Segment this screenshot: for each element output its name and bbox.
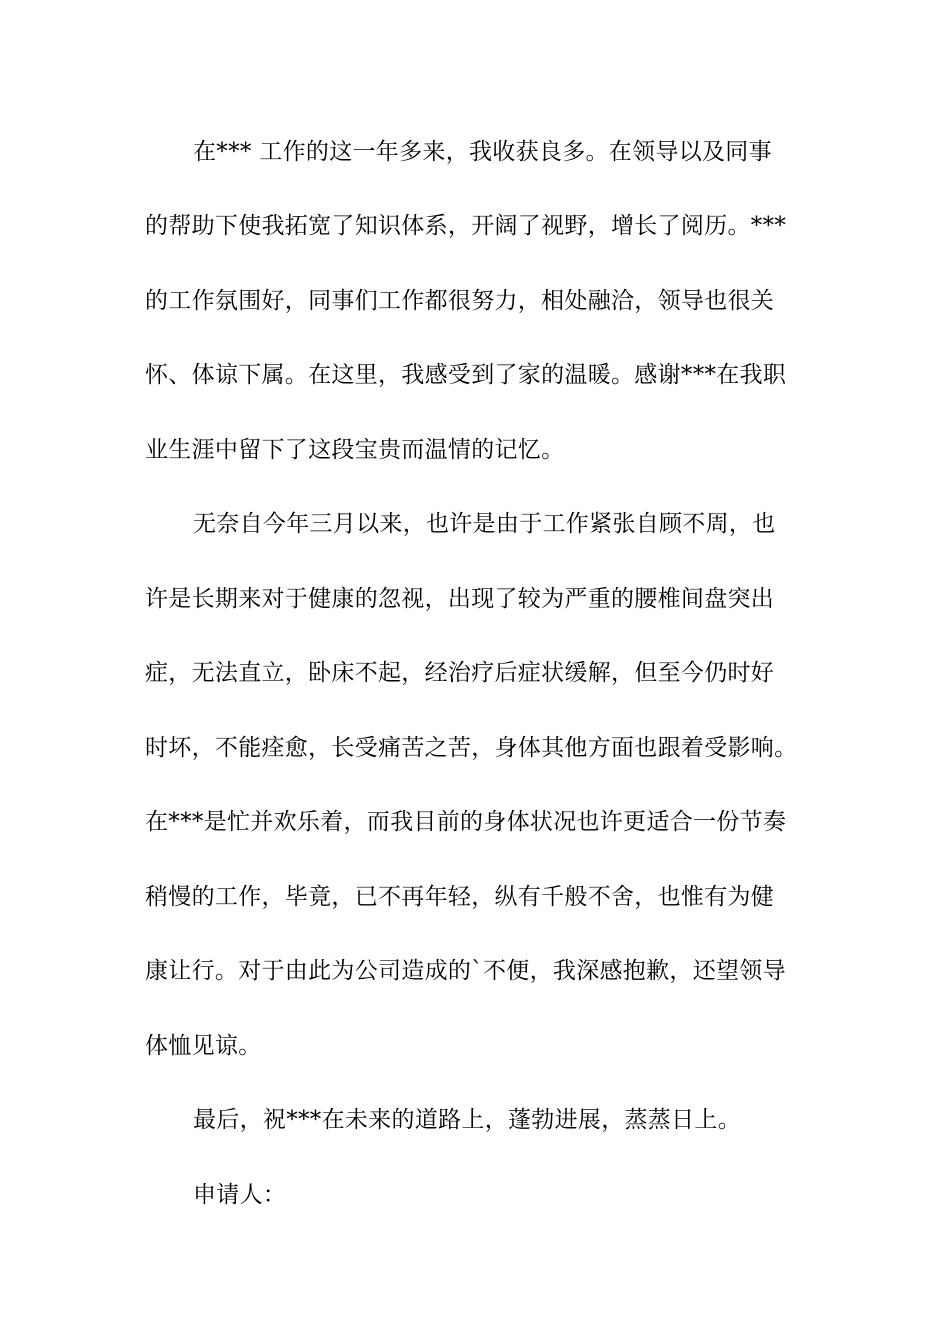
paragraph-2-line-4: 时坏，不能痊愈，长受痛苦之苦，身体其他方面也跟着受影响。 [145, 735, 798, 761]
paragraph-1-line-2: 的帮助下使我拓宽了知识体系，开阔了视野，增长了阅历。*** [145, 213, 787, 239]
paragraph-2-line-8: 体恤见谅。 [145, 1033, 262, 1059]
paragraph-2-line-6: 稍慢的工作，毕竟，已不再年轻，纵有千般不舍，也惟有为健 [145, 884, 775, 910]
paragraph-1-line-1: 在*** 工作的这一年多来，我收获良多。在领导以及同事 [193, 139, 772, 165]
paragraph-2-line-2: 许是长期来对于健康的忽视，出现了较为严重的腰椎间盘突出 [145, 586, 775, 612]
paragraph-2-line-3: 症，无法直立，卧床不起，经治疗后症状缓解，但至今仍时好 [145, 660, 775, 686]
paragraph-2-line-1: 无奈自今年三月以来，也许是由于工作紧张自顾不周，也 [193, 511, 776, 537]
closing-wishes: 最后，祝***在未来的道路上，蓬勃进展，蒸蒸日上。 [193, 1107, 741, 1133]
paragraph-1-line-5: 业生涯中留下了这段宝贵而温情的记忆。 [145, 437, 565, 463]
paragraph-1-line-4: 怀、体谅下属。在这里，我感受到了家的温暖。感谢***在我职 [145, 362, 787, 388]
paragraph-2-line-5: 在***是忙并欢乐着，而我目前的身体状况也许更适合一份节奏 [145, 809, 787, 835]
paragraph-2-line-7: 康让行。对于由此为公司造成的`不便，我深感抱歉，还望领导 [145, 958, 786, 984]
applicant-label: 申请人： [193, 1182, 287, 1208]
paragraph-1-line-3: 的工作氛围好，同事们工作都很努力，相处融洽，领导也很关 [145, 288, 775, 314]
